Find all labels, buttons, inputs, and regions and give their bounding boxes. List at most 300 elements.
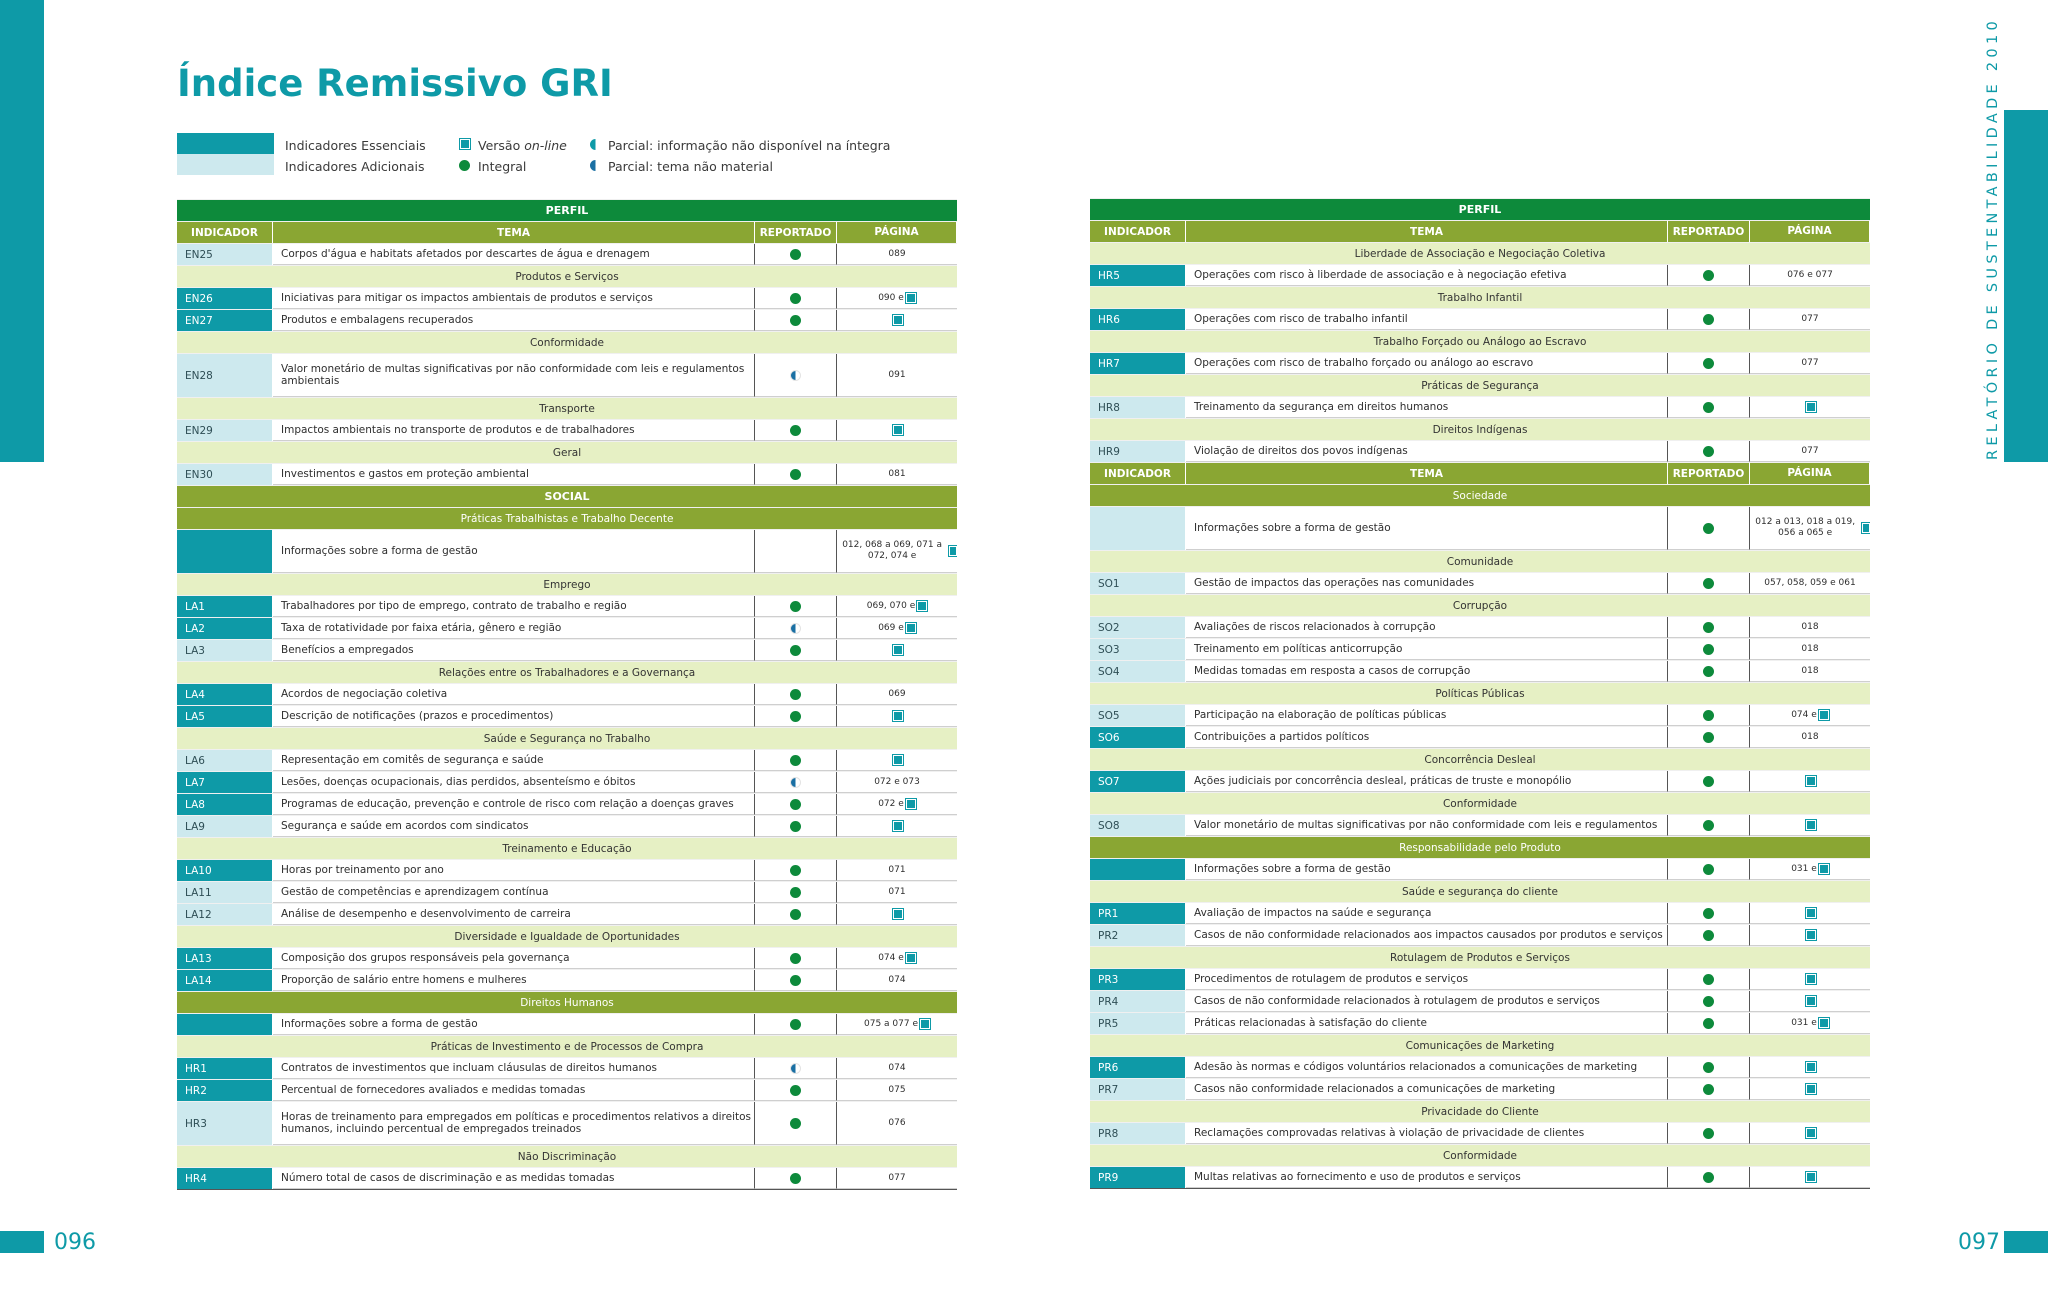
section-header-perfil: PERFIL xyxy=(177,200,957,221)
page-reference-text: 081 xyxy=(888,468,906,479)
page-reference xyxy=(837,684,957,705)
indicator-code: SO7 xyxy=(1090,771,1186,792)
indicator-code: HR4 xyxy=(177,1168,273,1189)
indicator-code: SO6 xyxy=(1090,727,1186,748)
integral-icon xyxy=(790,755,801,766)
page-reference-text: 091 xyxy=(888,369,906,380)
page-reference-text: 071 xyxy=(888,886,906,897)
online-version-icon xyxy=(1806,908,1816,918)
reported-status xyxy=(1668,1123,1750,1144)
page-reference xyxy=(1750,1057,1870,1078)
indicator-theme: Informações sobre a forma de gestão xyxy=(1186,859,1668,880)
table-row xyxy=(1090,242,1870,264)
page-reference xyxy=(837,530,957,573)
reported-status xyxy=(1668,1013,1750,1034)
page-reference xyxy=(1750,1013,1870,1034)
page-reference-text: 071 xyxy=(888,864,906,875)
table-row xyxy=(177,1057,957,1079)
online-version-icon xyxy=(893,909,903,919)
table-row xyxy=(177,199,957,221)
page-number-left: 096 xyxy=(54,1230,96,1255)
section-label: Não Discriminação xyxy=(177,1146,957,1167)
indicator-code: EN30 xyxy=(177,464,273,485)
reported-status xyxy=(755,530,837,573)
online-version-icon xyxy=(1862,523,1870,533)
indicator-theme: Treinamento em políticas anticorrupção xyxy=(1186,639,1668,660)
indicator-code: HR1 xyxy=(177,1058,273,1079)
page-reference-text: 018 xyxy=(1801,665,1819,676)
section-label: Privacidade do Cliente xyxy=(1090,1101,1870,1122)
left-page-tab xyxy=(0,1231,44,1253)
page-reference xyxy=(1750,661,1870,682)
indicator-code: LA3 xyxy=(177,640,273,661)
integral-icon xyxy=(790,315,801,326)
table-row xyxy=(1090,704,1870,726)
table-row xyxy=(177,727,957,749)
page-reference-text: 012, 068 a 069, 071 a 072, 074 e xyxy=(842,540,942,561)
reported-status xyxy=(1668,991,1750,1012)
table-row xyxy=(1090,880,1870,902)
page-reference-text: 012 a 013, 018 a 019, 056 a 065 e xyxy=(1755,517,1856,538)
online-version-icon xyxy=(949,546,957,556)
indicator-code: LA11 xyxy=(177,882,273,903)
table-row xyxy=(1090,286,1870,308)
online-version-icon xyxy=(1806,1172,1816,1182)
table-row xyxy=(177,815,957,837)
reported-status xyxy=(1668,1057,1750,1078)
indicator-theme: Operações com risco de trabalho forçado ou análogo ao escravo xyxy=(1186,353,1668,374)
section-label: Produtos e Serviços xyxy=(177,266,957,287)
page-reference xyxy=(837,882,957,903)
indicator-code: PR2 xyxy=(1090,925,1186,946)
online-version-icon xyxy=(893,645,903,655)
section-header-perfil: PERFIL xyxy=(1090,199,1870,220)
table-row xyxy=(1090,1100,1870,1122)
indicator-theme: Produtos e embalagens recuperados xyxy=(273,310,755,331)
indicator-code: HR3 xyxy=(177,1102,273,1145)
integral-icon xyxy=(1703,864,1714,875)
section-label: Direitos Indígenas xyxy=(1090,419,1870,440)
table-row xyxy=(177,837,957,859)
reported-status xyxy=(1668,661,1750,682)
indicator-code xyxy=(177,1014,273,1035)
integral-icon xyxy=(1703,578,1714,589)
table-row xyxy=(1090,726,1870,748)
reported-status xyxy=(1668,441,1750,462)
reported-status xyxy=(1668,859,1750,880)
indicator-theme: Informações sobre a forma de gestão xyxy=(273,530,755,573)
legend-integral-label: Integral xyxy=(478,159,527,174)
table-row xyxy=(1090,1056,1870,1078)
reported-status xyxy=(755,310,837,331)
table-row xyxy=(177,1013,957,1035)
table-row xyxy=(1090,1122,1870,1144)
section-label: Práticas de Segurança xyxy=(1090,375,1870,396)
online-version-icon xyxy=(1806,1128,1816,1138)
column-header-reportado: REPORTADO xyxy=(1668,221,1750,242)
indicator-code: HR7 xyxy=(1090,353,1186,374)
table-row xyxy=(1090,572,1870,594)
section-label: Diversidade e Igualdade de Oportunidades xyxy=(177,926,957,947)
page-reference-text: 018 xyxy=(1801,621,1819,632)
reported-status xyxy=(1668,265,1750,286)
section-label: Relações entre os Trabalhadores e a Governança xyxy=(177,662,957,683)
table-row xyxy=(1090,1012,1870,1034)
gri-table-right xyxy=(1090,198,1870,1189)
table-row xyxy=(177,639,957,661)
indicator-code: PR9 xyxy=(1090,1167,1186,1188)
section-label: Saúde e Segurança no Trabalho xyxy=(177,728,957,749)
page-reference xyxy=(1750,815,1870,836)
indicator-theme: Contribuições a partidos políticos xyxy=(1186,727,1668,748)
table-row xyxy=(177,881,957,903)
indicator-code: LA14 xyxy=(177,970,273,991)
reported-status xyxy=(1668,617,1750,638)
table-row xyxy=(1090,462,1870,484)
table-row xyxy=(177,1145,957,1167)
page-reference xyxy=(1750,991,1870,1012)
indicator-code: HR8 xyxy=(1090,397,1186,418)
page-reference xyxy=(837,706,957,727)
indicator-theme: Representação em comitês de segurança e saúde xyxy=(273,750,755,771)
indicator-code: SO5 xyxy=(1090,705,1186,726)
right-page-tab xyxy=(2004,1231,2048,1253)
reported-status xyxy=(755,1014,837,1035)
online-version-icon xyxy=(893,315,903,325)
reported-status xyxy=(755,1168,837,1189)
integral-icon xyxy=(1703,270,1714,281)
page-reference xyxy=(1750,925,1870,946)
reported-status xyxy=(1668,1167,1750,1188)
legend-partial-info-label: Parcial: informação não disponível na íntegra xyxy=(608,138,891,153)
indicator-theme: Práticas relacionadas à satisfação do cliente xyxy=(1186,1013,1668,1034)
gri-table-left xyxy=(177,199,957,1190)
page-reference xyxy=(1750,969,1870,990)
reported-status xyxy=(755,948,837,969)
indicator-code: LA2 xyxy=(177,618,273,639)
page-reference xyxy=(837,1168,957,1189)
integral-icon xyxy=(790,601,801,612)
legend-additional-swatch xyxy=(177,154,274,175)
indicator-code: PR3 xyxy=(1090,969,1186,990)
indicator-theme: Valor monetário de multas significativas por não conformidade com leis e regulamentos ambientais xyxy=(273,354,755,397)
indicator-code: LA10 xyxy=(177,860,273,881)
table-row xyxy=(177,991,957,1013)
table-row xyxy=(1090,924,1870,946)
table-row xyxy=(177,221,957,243)
table-row xyxy=(1090,506,1870,550)
indicator-code: LA7 xyxy=(177,772,273,793)
indicator-theme: Lesões, doenças ocupacionais, dias perdidos, absenteísmo e óbitos xyxy=(273,772,755,793)
indicator-theme: Análise de desempenho e desenvolvimento de carreira xyxy=(273,904,755,925)
table-row xyxy=(177,683,957,705)
page-reference-text: 069, 070 e xyxy=(866,600,916,611)
reported-status xyxy=(1668,397,1750,418)
page-reference xyxy=(837,310,957,331)
page-reference xyxy=(837,354,957,397)
table-row xyxy=(177,859,957,881)
page-reference-text: 074 xyxy=(888,974,906,985)
report-vertical-label: RELATÓRIO DE SUSTENTABILIDADE 2010 xyxy=(1985,16,2001,460)
indicator-code: LA8 xyxy=(177,794,273,815)
page-reference xyxy=(837,640,957,661)
indicator-theme: Investimentos e gastos em proteção ambiental xyxy=(273,464,755,485)
column-header-reportado: REPORTADO xyxy=(1668,463,1750,484)
page-reference xyxy=(837,420,957,441)
indicator-theme: Programas de educação, prevenção e controle de risco com relação a doenças graves xyxy=(273,794,755,815)
table-row xyxy=(177,529,957,573)
online-version-icon xyxy=(1806,1062,1816,1072)
integral-icon xyxy=(459,160,470,171)
reported-status xyxy=(755,1058,837,1079)
page-reference-text: 089 xyxy=(888,248,906,259)
reported-status xyxy=(1668,815,1750,836)
page-reference xyxy=(1750,771,1870,792)
online-version-icon xyxy=(1806,820,1816,830)
page-reference-text: 076 e 077 xyxy=(1787,269,1833,280)
indicator-code: LA13 xyxy=(177,948,273,969)
reported-status xyxy=(755,244,837,265)
indicator-theme: Informações sobre a forma de gestão xyxy=(273,1014,755,1035)
reported-status xyxy=(1668,969,1750,990)
reported-status xyxy=(755,860,837,881)
indicator-theme: Descrição de notificações (prazos e procedimentos) xyxy=(273,706,755,727)
indicator-theme: Treinamento da segurança em direitos humanos xyxy=(1186,397,1668,418)
table-row xyxy=(1090,902,1870,924)
indicator-theme: Avaliação de impactos na saúde e segurança xyxy=(1186,903,1668,924)
page-reference xyxy=(1750,1079,1870,1100)
integral-icon xyxy=(790,975,801,986)
reported-status xyxy=(755,970,837,991)
page-reference xyxy=(837,970,957,991)
integral-icon xyxy=(790,953,801,964)
reported-status xyxy=(755,354,837,397)
integral-icon xyxy=(790,711,801,722)
table-row xyxy=(1090,1078,1870,1100)
reported-status xyxy=(1668,639,1750,660)
section-label: Geral xyxy=(177,442,957,463)
integral-icon xyxy=(1703,644,1714,655)
page-reference-text: 076 xyxy=(888,1117,906,1128)
indicator-code: EN27 xyxy=(177,310,273,331)
page-reference xyxy=(837,288,957,309)
indicator-theme: Informações sobre a forma de gestão xyxy=(1186,507,1668,550)
table-row xyxy=(177,661,957,683)
page-reference-text: 077 xyxy=(888,1172,906,1183)
table-row xyxy=(1090,550,1870,572)
indicator-code: EN28 xyxy=(177,354,273,397)
legend-essential-label: Indicadores Essenciais xyxy=(285,138,426,153)
table-row xyxy=(1090,418,1870,440)
table-row xyxy=(1090,748,1870,770)
online-version-icon xyxy=(917,601,927,611)
integral-icon xyxy=(1703,820,1714,831)
indicator-code: SO2 xyxy=(1090,617,1186,638)
table-row xyxy=(177,595,957,617)
indicator-code: LA12 xyxy=(177,904,273,925)
page-reference xyxy=(1750,639,1870,660)
section-label: Transporte xyxy=(177,398,957,419)
online-version-icon xyxy=(1819,710,1829,720)
page-number-right: 097 xyxy=(1958,1230,2000,1255)
page-reference xyxy=(837,860,957,881)
section-label: Conformidade xyxy=(177,332,957,353)
reported-status xyxy=(755,882,837,903)
integral-icon xyxy=(1703,1172,1714,1183)
section-label: Responsabilidade pelo Produto xyxy=(1090,837,1870,858)
legend-partial-material-label: Parcial: tema não material xyxy=(608,159,773,174)
table-row xyxy=(1090,616,1870,638)
integral-icon xyxy=(790,1085,801,1096)
integral-icon xyxy=(1703,732,1714,743)
table-row xyxy=(1090,1034,1870,1056)
section-label: Treinamento e Educação xyxy=(177,838,957,859)
page-reference-text: 075 xyxy=(888,1084,906,1095)
indicator-theme: Gestão de impactos das operações nas comunidades xyxy=(1186,573,1668,594)
page-reference xyxy=(1750,727,1870,748)
integral-icon xyxy=(790,909,801,920)
integral-icon xyxy=(1703,402,1714,413)
section-label: Comunicações de Marketing xyxy=(1090,1035,1870,1056)
online-version-icon xyxy=(460,139,470,149)
table-row xyxy=(177,573,957,595)
table-row xyxy=(177,419,957,441)
section-label: Práticas de Investimento e de Processos de Compra xyxy=(177,1036,957,1057)
table-row xyxy=(177,485,957,507)
integral-icon xyxy=(790,821,801,832)
page-reference xyxy=(837,948,957,969)
indicator-code: SO8 xyxy=(1090,815,1186,836)
integral-icon xyxy=(790,645,801,656)
reported-status xyxy=(1668,353,1750,374)
table-row xyxy=(177,507,957,529)
table-row xyxy=(177,947,957,969)
indicator-theme: Valor monetário de multas significativas por não conformidade com leis e regulamentos xyxy=(1186,815,1668,836)
indicator-code: HR2 xyxy=(177,1080,273,1101)
page-reference xyxy=(837,1058,957,1079)
section-label: Liberdade de Associação e Negociação Coletiva xyxy=(1090,243,1870,264)
partial-icon xyxy=(790,777,801,788)
page-reference-text: 018 xyxy=(1801,731,1819,742)
indicator-theme: Iniciativas para mitigar os impactos ambientais de produtos e serviços xyxy=(273,288,755,309)
page-title: Índice Remissivo GRI xyxy=(177,62,613,105)
reported-status xyxy=(1668,771,1750,792)
online-version-icon xyxy=(1806,402,1816,412)
table-row xyxy=(1090,638,1870,660)
reported-status xyxy=(755,706,837,727)
indicator-theme: Avaliações de riscos relacionados à corrupção xyxy=(1186,617,1668,638)
indicator-theme: Benefícios a empregados xyxy=(273,640,755,661)
reported-status xyxy=(1668,309,1750,330)
indicator-code: PR7 xyxy=(1090,1079,1186,1100)
indicator-code: SO1 xyxy=(1090,573,1186,594)
indicator-code xyxy=(177,530,273,573)
online-version-icon xyxy=(1806,974,1816,984)
table-row xyxy=(1090,814,1870,836)
table-row xyxy=(1090,330,1870,352)
table-row xyxy=(177,397,957,419)
table-row xyxy=(1090,374,1870,396)
indicator-code: EN26 xyxy=(177,288,273,309)
column-header-pagina: PÁGINA xyxy=(837,222,957,243)
column-header-pagina: PÁGINA xyxy=(1750,463,1870,484)
page-reference xyxy=(837,1014,957,1035)
section-label: SOCIAL xyxy=(177,486,957,507)
online-version-icon xyxy=(920,1019,930,1029)
column-header-tema: TEMA xyxy=(273,222,755,243)
page-reference xyxy=(837,794,957,815)
table-row xyxy=(177,793,957,815)
online-version-icon xyxy=(1819,1018,1829,1028)
integral-icon xyxy=(1703,358,1714,369)
table-row xyxy=(1090,660,1870,682)
reported-status xyxy=(755,288,837,309)
indicator-theme: Adesão às normas e códigos voluntários relacionados a comunicações de marketing xyxy=(1186,1057,1668,1078)
reported-status xyxy=(755,816,837,837)
page-reference xyxy=(1750,617,1870,638)
page-reference-text: 077 xyxy=(1801,445,1819,456)
table-row xyxy=(177,1167,957,1189)
reported-status xyxy=(755,1102,837,1145)
reported-status xyxy=(1668,903,1750,924)
indicator-theme: Casos não conformidade relacionados a comunicações de marketing xyxy=(1186,1079,1668,1100)
indicator-theme: Percentual de fornecedores avaliados e medidas tomadas xyxy=(273,1080,755,1101)
table-row xyxy=(1090,770,1870,792)
table-row xyxy=(1090,484,1870,506)
table-row xyxy=(1090,352,1870,374)
page-reference xyxy=(837,904,957,925)
indicator-code: EN29 xyxy=(177,420,273,441)
table-row xyxy=(1090,792,1870,814)
indicator-code: EN25 xyxy=(177,244,273,265)
page-reference xyxy=(837,772,957,793)
section-label: Direitos Humanos xyxy=(177,992,957,1013)
indicator-code: HR6 xyxy=(1090,309,1186,330)
indicator-code: SO4 xyxy=(1090,661,1186,682)
column-header-tema: TEMA xyxy=(1186,221,1668,242)
section-label: Práticas Trabalhistas e Trabalho Decente xyxy=(177,508,957,529)
section-label: Concorrência Desleal xyxy=(1090,749,1870,770)
indicator-theme: Casos de não conformidade relacionados à rotulagem de produtos e serviços xyxy=(1186,991,1668,1012)
table-row xyxy=(177,705,957,727)
page-reference-text: 057, 058, 059 e 061 xyxy=(1764,577,1856,588)
page-reference-text: 077 xyxy=(1801,357,1819,368)
online-version-icon xyxy=(1806,996,1816,1006)
page-reference xyxy=(837,244,957,265)
indicator-code: LA4 xyxy=(177,684,273,705)
indicator-theme: Contratos de investimentos que incluam cláusulas de direitos humanos xyxy=(273,1058,755,1079)
page-reference xyxy=(1750,353,1870,374)
column-header-indicador: INDICADOR xyxy=(1090,463,1186,484)
indicator-code: LA1 xyxy=(177,596,273,617)
partial-icon xyxy=(790,1063,801,1074)
page-reference xyxy=(1750,507,1870,550)
page-reference xyxy=(1750,397,1870,418)
indicator-theme: Segurança e saúde em acordos com sindicatos xyxy=(273,816,755,837)
indicator-theme: Gestão de competências e aprendizagem contínua xyxy=(273,882,755,903)
table-row xyxy=(177,265,957,287)
integral-icon xyxy=(790,1019,801,1030)
table-row xyxy=(1090,682,1870,704)
integral-icon xyxy=(1703,666,1714,677)
table-row xyxy=(1090,968,1870,990)
page-reference xyxy=(1750,903,1870,924)
reported-status xyxy=(755,618,837,639)
column-header-indicador: INDICADOR xyxy=(177,222,273,243)
integral-icon xyxy=(790,1173,801,1184)
page-reference xyxy=(837,618,957,639)
partial-info-icon xyxy=(590,139,601,150)
